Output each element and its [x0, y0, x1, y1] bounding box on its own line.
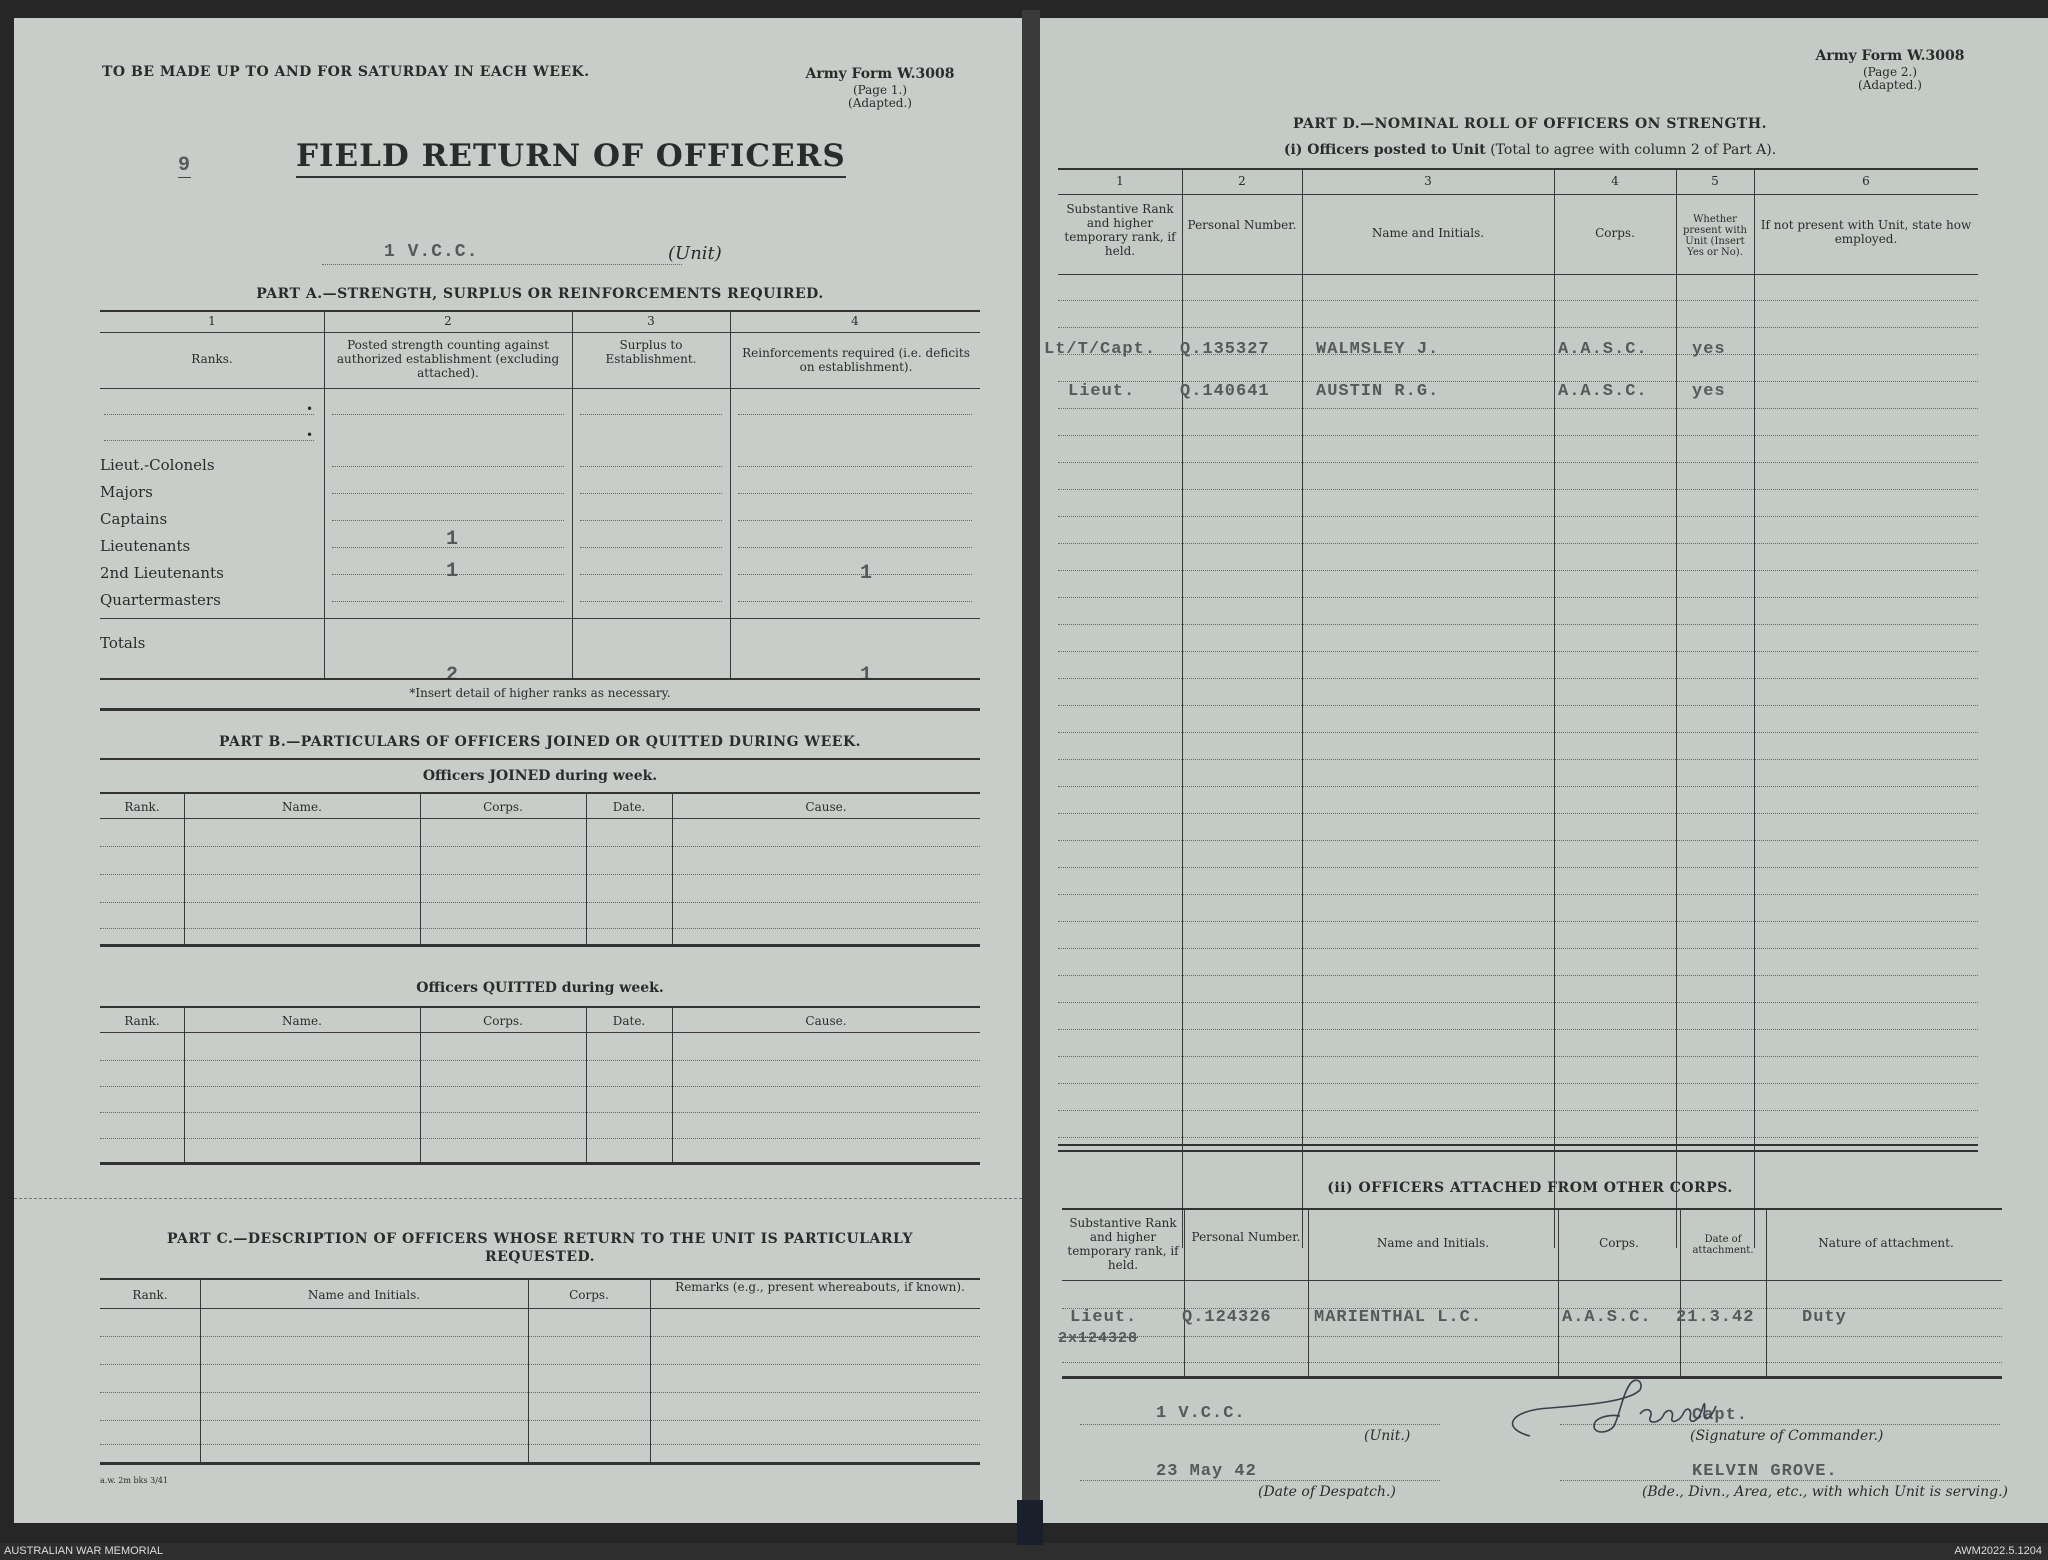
unit-label: (Unit)	[668, 243, 722, 264]
att-col-nature: Nature of attachment.	[1818, 1236, 1954, 1250]
row2-number: Q.140641	[1180, 382, 1270, 401]
sub-i-label: (i) Officers posted to Unit	[1283, 142, 1486, 158]
roll-rule	[1058, 921, 1978, 922]
quitted-col-date: Date.	[612, 1014, 646, 1028]
bookmark-ribbon	[1017, 1500, 1043, 1545]
att-number: Q.124326	[1182, 1308, 1272, 1327]
quitted-col-rank: Rank.	[124, 1014, 160, 1028]
col-num-3: 3	[647, 314, 655, 328]
roll-rule	[1058, 732, 1978, 733]
partc-col-rank: Rank.	[132, 1288, 168, 1302]
binding-spine	[1022, 10, 1040, 1530]
roll-col-name: Name and Initials.	[1371, 226, 1485, 240]
row2-present: yes	[1692, 382, 1726, 401]
att-col-name: Name and Initials.	[1376, 1236, 1490, 1250]
adapted-note-2: (Adapted.)	[1858, 78, 1922, 92]
roll-rule	[1058, 894, 1978, 895]
commander-signature	[1490, 1370, 1790, 1450]
col-num-4: 4	[851, 314, 859, 328]
roll-col-num-3: 3	[1424, 174, 1432, 188]
page-one: TO BE MADE UP TO AND FOR SATURDAY IN EACH WEEK. Army Form W.3008 (Page 1.) (Adapted.) 9 FIELD RETURN OF OFFICERS 1 V.C.C. (Unit) PART A.—STRENGTH, SURPLUS OR REINFORCEMENTS REQUIRED. 1 2 3 4 Ranks. Posted strength counting against authorized establishment (excluding attached). Surplus to Establishment. Reinforcements required (i.e. deficits on establishment). • • Lieut.-Colonels Majors Captains Lieutenants 2nd Lieutenants Quartermasters 1 1 1 Totals 2 1 *Insert detail of higher ranks as necessary. PART B.—PARTICULARS OF OFFICERS JOINED OR QUITTED DURING WEEK. Officers JOINED during week. Rank. Name. Corps. Date. Cause. Officers QUITTED during week. Rank. Name. Corps. Date. Cause. PART C.—DESCRIPTION OF OFFICERS WHOSE RETURN TO THE UNIT IS PARTICULARLY REQUESTED. Rank. Name and Initials. Corps. Remarks (e.g., present whereabouts, if known). a.w. 2m bks 3/41	[14, 18, 1022, 1523]
att-nature: Duty	[1802, 1308, 1847, 1327]
roll-rule	[1058, 516, 1978, 517]
roll-rule	[1058, 678, 1978, 679]
roll-rule	[1058, 1110, 1978, 1111]
sub-i-note: (Total to agree with column 2 of Part A).	[1490, 142, 1777, 158]
roll-rule	[1058, 786, 1978, 787]
roll-col-num-6: 6	[1862, 174, 1870, 188]
roll-rule	[1058, 1056, 1978, 1057]
row2-corps: A.A.S.C.	[1558, 382, 1648, 401]
captains-posted: 1	[446, 528, 460, 551]
area-label: (Bde., Divn., Area, etc., with which Unit is serving.)	[1641, 1484, 2008, 1500]
return-number: 9	[178, 154, 192, 177]
joined-col-cause: Cause.	[805, 800, 847, 814]
page-number-2: (Page 2.)	[1862, 65, 1918, 79]
partc-col-name: Name and Initials.	[307, 1288, 421, 1302]
rank-majors: Majors	[100, 483, 153, 501]
roll-rule	[1058, 597, 1978, 598]
sub-ii-heading: (ii) OFFICERS ATTACHED FROM OTHER CORPS.	[1327, 1180, 1733, 1196]
quitted-col-name: Name.	[282, 1014, 322, 1028]
row1-corps: A.A.S.C.	[1558, 340, 1648, 359]
col-head-reinforcements: Reinforcements required (i.e. deficits on establishment).	[742, 346, 970, 374]
totals-label: Totals	[100, 634, 146, 652]
quitted-heading: Officers QUITTED during week.	[416, 980, 664, 996]
roll-rule	[1058, 1137, 1978, 1138]
joined-col-rank: Rank.	[124, 800, 160, 814]
part-d-heading: PART D.—NOMINAL ROLL OF OFFICERS ON STRENGTH.	[1293, 116, 1767, 132]
partc-col-remarks: Remarks (e.g., present whereabouts, if known).	[675, 1280, 965, 1294]
rank-lieutenants: Lieutenants	[100, 537, 191, 555]
roll-col-num-5: 5	[1711, 174, 1719, 188]
roll-rule	[1058, 705, 1978, 706]
adapted-note: (Adapted.)	[848, 96, 912, 110]
roll-rule	[1058, 948, 1978, 949]
roll-col-num-4: 4	[1611, 174, 1619, 188]
roll-rule	[1058, 327, 1978, 328]
lieutenants-posted: 1	[446, 560, 460, 583]
top-note: TO BE MADE UP TO AND FOR SATURDAY IN EACH WEEK.	[102, 64, 590, 80]
total-posted: 2	[446, 664, 460, 687]
roll-col-num-2: 2	[1238, 174, 1246, 188]
ranks-list	[100, 452, 224, 614]
att-name: MARIENTHAL L.C.	[1314, 1308, 1483, 1327]
col-head-surplus: Surplus to Establishment.	[605, 338, 697, 366]
rank-2nd-lieutenants: 2nd Lieutenants	[100, 564, 224, 582]
row1-name: WALMSLEY J.	[1316, 340, 1440, 359]
att-struck-number: 2x124328	[1058, 1330, 1139, 1347]
joined-col-date: Date.	[612, 800, 646, 814]
roll-rule	[1058, 651, 1978, 652]
footer-unit-label: (Unit.)	[1364, 1428, 1411, 1444]
page-number: (Page 1.)	[852, 83, 908, 97]
unit-value: 1 V.C.C.	[384, 242, 479, 262]
part-b-heading: PART B.—PARTICULARS OF OFFICERS JOINED OR QUITTED DURING WEEK.	[218, 734, 862, 750]
page-two	[1040, 18, 2048, 1523]
despatch-date-label: (Date of Despatch.)	[1258, 1484, 1396, 1500]
row2-name: AUSTIN R.G.	[1316, 382, 1440, 401]
roll-col-corps: Corps.	[1595, 226, 1635, 240]
col-num-2: 2	[444, 314, 452, 328]
footnote: *Insert detail of higher ranks as necessary.	[409, 686, 671, 700]
roll-rule	[1058, 408, 1978, 409]
area-value: KELVIN GROVE.	[1692, 1462, 1838, 1481]
joined-col-name: Name.	[282, 800, 322, 814]
part-a-heading: PART A.—STRENGTH, SURPLUS OR REINFORCEMENTS REQUIRED.	[256, 286, 824, 302]
part-c-heading: PART C.—DESCRIPTION OF OFFICERS WHOSE RETURN TO THE UNIT IS PARTICULARLY REQUESTED.	[167, 1231, 913, 1265]
roll-col-rank: Substantive Rank and higher temporary rank, if held.	[1064, 202, 1176, 258]
rank-lieut-colonels: Lieut.-Colonels	[100, 456, 215, 474]
quitted-col-corps: Corps.	[483, 1014, 523, 1028]
roll-rule	[1058, 975, 1978, 976]
total-reinforcements: 1	[860, 664, 874, 687]
att-rank: Lieut.	[1070, 1308, 1138, 1327]
roll-rule	[1058, 543, 1978, 544]
att-col-date: Date of attachment.	[1692, 1234, 1754, 1256]
page-title: FIELD RETURN OF OFFICERS	[296, 138, 846, 178]
rank-captains: Captains	[100, 510, 168, 528]
roll-rule	[1058, 462, 1978, 463]
roll-rule	[1058, 1083, 1978, 1084]
roll-col-employed: If not present with Unit, state how employed.	[1760, 218, 1972, 246]
roll-rule	[1058, 840, 1978, 841]
roll-col-present: Whether present with Unit (Insert Yes or No).	[1682, 214, 1747, 258]
roll-col-number: Personal Number.	[1187, 218, 1297, 232]
roll-rule	[1058, 759, 1978, 760]
roll-rule	[1058, 1002, 1978, 1003]
row1-number: Q.135327	[1180, 340, 1270, 359]
joined-heading: Officers JOINED during week.	[422, 768, 658, 784]
credit-left: AUSTRALIAN WAR MEMORIAL	[4, 1545, 164, 1557]
part-d-subheading	[1060, 142, 2000, 158]
credit-right: AWM2022.5.1204	[1954, 1545, 2042, 1557]
printer-imprint: a.w. 2m bks 3/41	[100, 1476, 169, 1485]
col-num-1: 1	[208, 314, 216, 328]
roll-rule	[1058, 300, 1978, 301]
roll-rule	[1058, 489, 1978, 490]
joined-col-corps: Corps.	[483, 800, 523, 814]
quitted-col-cause: Cause.	[805, 1014, 847, 1028]
col-head-posted: Posted strength counting against authorized establishment (excluding attached).	[336, 338, 560, 380]
roll-rule	[1058, 1029, 1978, 1030]
roll-rule	[1058, 867, 1978, 868]
footer-unit-value: 1 V.C.C.	[1156, 1404, 1246, 1423]
att-col-rank: Substantive Rank and higher temporary rank, if held.	[1067, 1216, 1179, 1272]
roll-col-num-1: 1	[1116, 174, 1124, 188]
roll-rule	[1058, 813, 1978, 814]
partc-col-corps: Corps.	[569, 1288, 609, 1302]
form-number-2: Army Form W.3008	[1815, 48, 1965, 64]
roll-rule	[1058, 435, 1978, 436]
row1-present: yes	[1692, 340, 1726, 359]
rank-quartermasters: Quartermasters	[100, 591, 221, 609]
roll-rule	[1058, 570, 1978, 571]
att-date: 21.3.42	[1676, 1308, 1755, 1327]
col-head-ranks: Ranks.	[191, 352, 233, 366]
row2-rank: Lieut.	[1068, 382, 1136, 401]
att-corps: A.A.S.C.	[1562, 1308, 1652, 1327]
signature-label: (Signature of Commander.)	[1690, 1428, 1884, 1444]
signature-rank: Capt.	[1692, 1406, 1749, 1425]
att-col-corps: Corps.	[1599, 1236, 1639, 1250]
att-col-number: Personal Number.	[1191, 1230, 1301, 1244]
lieutenants-reinforcements: 1	[860, 562, 874, 585]
despatch-date-value: 23 May 42	[1156, 1462, 1257, 1481]
roll-rule	[1058, 624, 1978, 625]
row1-rank: Lt/T/Capt.	[1044, 340, 1157, 359]
form-number: Army Form W.3008	[805, 66, 955, 82]
